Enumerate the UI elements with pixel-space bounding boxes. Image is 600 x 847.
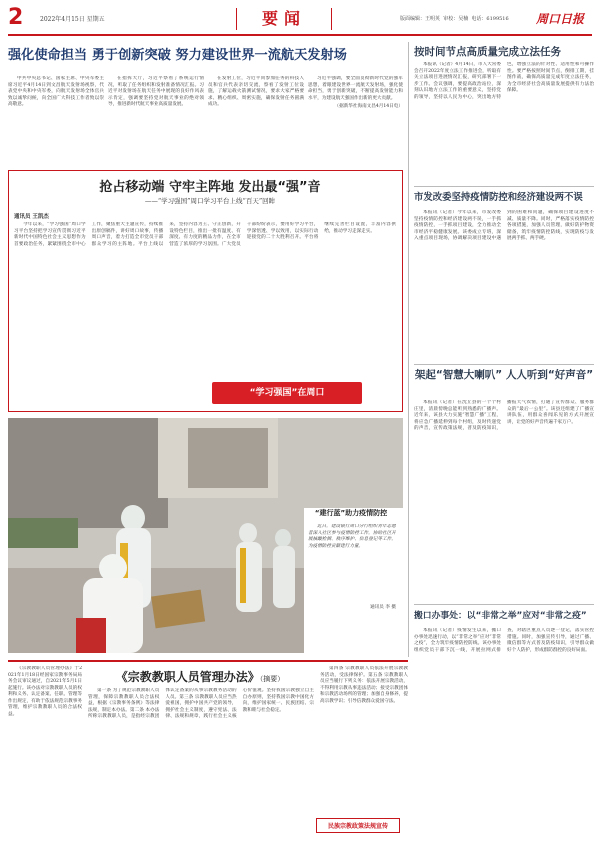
feature-byline: 通讯员 王凯杰 [14, 214, 49, 220]
bottom-intro [8, 666, 82, 841]
lead-col-2 [108, 76, 204, 166]
feature-banner [212, 382, 362, 404]
lead-dateline: （据新华社海南文昌4月14日电） [334, 104, 403, 109]
lead-col2-text: 在指挥大厅，习近平察看了系统运行情况，听取了任务组织和发射准备情况汇报。习近平对发射场在航天任务中展现的良好作风表示肯定，强调要坚持党对航天事业的绝对领导，推进新时代航天事业高质量发展。 [108, 76, 204, 107]
feature-body-text: 今年以来，“学习强国”周口学习平台坚持把学习宣传贯彻习近平新时代中国特色社会主义思想作为首要政治任务，紧紧围绕全市中心工作，聚焦重大主题宣传，持续推出原创稿件，讲好周口故事，传播周口声音，着力打造全市党员干部群众学习的主阵地。平台上线以来，坚持内容为王、守正创新，开设特色栏目，推出一批有温度、有深度、有力度的精品力作，在全市营造了浓厚的学习氛围。广大党员干部纷纷表示，要用好学习平台，学深悟透、学以致用，以实际行动迎接党的二十大胜利召开。平台将继续完善栏目设置，丰富内容供给，推动学习走深走实。 [14, 222, 396, 247]
right-story-3 [414, 400, 594, 600]
photo-credit: 通讯员 李 摄 [370, 605, 396, 610]
photo-caption-text: 近日，建设银行周口分行组织青年志愿者深入社区参与疫情防控工作，协助社区开展核酸检测、秩序维护、信息登记等工作，为疫情防控贡献建行力量。 [308, 524, 396, 549]
feature-banner-text: “学习强国”在周口 [249, 388, 325, 398]
page-number: 2 [8, 5, 24, 30]
lead-intro: 中共中央总书记、国家主席、中央军委主席习近平4月14日到文昌航天发射场视察，代表党中央和中央军委，向航天发射场全体官兵致以诚挚问候，向全国广大科技工作者致以崇高敬意。 [8, 76, 104, 107]
right-headline-3 [414, 368, 594, 382]
bottom-body-2-text: 第四条 宗教教职人员依法开展宗教教务活动，受法律保护。第五条 宗教教职人员应当履行下列义务：依法开展宗教活动，不得利用宗教从事违法活动；接受宗教团体和宗教活动场所的管理；加强自身修养，提高宗教学识；引导信教群众爱国守法。 [320, 666, 408, 704]
right-headline-2: 市发改委坚持疫情防控和经济建设两不误 [414, 192, 583, 203]
masthead-rule [8, 34, 592, 36]
feature-title: 抢占移动端 守牢主阵地 发出最“强”音 [99, 180, 321, 195]
right-headline-3-text: 架起“智慧大喇叭” 人人听到“好声音” [414, 369, 594, 381]
bottom-stamp: 民族宗教政策法规宣传 [316, 818, 400, 833]
photo-caption-title: “建行蓝”助力疫情防控 [314, 509, 388, 517]
right-story-2-text: 本报讯（记者）今年以来，市发改委坚持疫情防控和经济建设两不误，一手抓疫情防控，一手抓项目建设，全力推动全市经济平稳健康发展。该委成立专班，深入重点项目现场，协调解决项目建设中遇到的困难和问题，确保项目建设进度不减、质量不降。同时，严格落实疫情防控各项措施，加强人员管理，做好防护物资储备，筑牢疫情防控防线，实现防疫与发展两手抓、两手硬。 [414, 210, 594, 241]
right-headline-1: 按时间节点高质量完成立法任务 [414, 46, 561, 58]
paper-name: 周口日报 [536, 12, 585, 26]
editor: 版面编辑：王明英 [400, 16, 441, 22]
right-rule-2 [414, 364, 594, 365]
right-story-4 [414, 628, 594, 841]
bottom-title [90, 668, 310, 685]
bottom-rule [8, 660, 408, 662]
lead-col3-text: 在发射工位，习近平同参加任务的科技人员和官兵代表亲切交流，察看了发射工位设施，了解运载火箭测试情况，要求大家严格要求、精心组织、周密实施，确保发射任务圆满成功。 [208, 76, 304, 107]
editor-line [400, 15, 509, 22]
right-story-1 [414, 62, 594, 182]
right-story-2 [414, 210, 594, 360]
phone: 电话：6199516 [471, 16, 509, 22]
feature-body [14, 222, 396, 382]
bottom-body-2 [320, 666, 408, 816]
lead-col4-text: 习近平强调，要全面贯彻新时代党的强军思想，着眼建设世界一流航天发射场，强化使命担当，勇于创新突破，不断提高发射能力和水平，为建设航天强国作出新的更大贡献。 [308, 76, 403, 101]
right-column-divider [408, 42, 409, 657]
bottom-intro-text: 《宗教教职人员管理办法》于2021年1月18日经国家宗教事务局局务会议审议通过，自2021年5月1日起施行。该办法对宗教教职人员的权利和义务、认定备案、任职、管理等作出规定，有助于依法规范宗教事务管理，维护宗教教职人员的合法权益。 [8, 666, 82, 717]
section-title: 要闻 [261, 9, 306, 28]
photo-caption [308, 524, 396, 600]
feature-subtitle: ——“学习强国”周口学习平台上线“百天”回眸 [144, 197, 276, 205]
lead-col-4 [308, 76, 403, 166]
lead-col-1 [8, 76, 104, 166]
bottom-body-text: 第一条 为了规范宗教教职人员管理，保障宗教教职人员合法权益，根据《宗教事务条例》等法律法规，制定本办法。第二条 本办法所称宗教教职人员，是指经宗教团体认定备案的从事宗教教务活动的人员。第三条 宗教教职人员应当热爱祖国，拥护中国共产党的领导，拥护社会主义制度，遵守宪法、法律、法规和规章，践行社会主义核心价值观。坚持我国宗教独立自主自办原则，坚持我国宗教中国化方向，维护国家统一、民族团结、宗教和睦与社会稳定。 [88, 688, 314, 719]
right-story-3-text: 本报讯（记者）在沈丘县的一个个村庄里，清晨傍晚总能听到熟悉的广播声。近年来，该县大力实施“智慧广播”工程，将应急广播延伸到每个村组，及时传递党的声音，宣传政策法规，普及防疫知识，播报天气农情，打通了宣传群众、服务群众的“最后一公里”。该县还组建了广播宣讲队伍，用群众喜闻乐见的方式开展宣讲，让党的好声音传遍千家万户。 [414, 400, 594, 431]
right-story-4-text: 本报讯（记者）疫情发生以来，搬口办事处迅速行动，以“非常之举”应对“非常之疫”，全力筑牢疫情防控防线。该办事处组织党员干部下沉一线，开展拉网式排查，对辖区重点人员逐一登记，落实管控措施。同时，加强宣传引导，通过广播、微信群等方式普及防疫知识，引导群众做好个人防护，形成群防群控的良好局面。 [414, 628, 594, 653]
right-story-1-text: 本报讯（记者）4月14日，市人大常委会召开2022年度立法工作推进会，听取有关立法项目进展情况汇报，研究部署下一步工作。会议强调，要提高政治站位，深刻认识地方立法工作的重要意义，坚持党的领导，坚持以人民为中心，突出地方特色，增强立法的针对性、适用性和可操作性。要严格按照时间节点，倒排工期，挂图作战，确保高质量完成年度立法任务，为全市经济社会高质量发展提供有力法治保障。 [414, 62, 594, 100]
bottom-body [88, 688, 314, 840]
proof: 审校：吴楠 [443, 16, 469, 22]
right-rule-3 [414, 604, 594, 605]
bottom-title-note: （摘要） [259, 675, 285, 683]
date-line: 2022年4月15日 星期五 [40, 16, 105, 23]
right-rule-1 [414, 186, 594, 187]
lead-col-3 [208, 76, 304, 166]
bottom-title-text: 《宗教教职人员管理办法》 [115, 670, 260, 684]
right-headline-4: 搬口办事处：以“非常之举”应对“非常之疫” [414, 611, 587, 621]
lead-headline: 强化使命担当 勇于创新突破 努力建设世界一流航天发射场 [8, 48, 347, 63]
